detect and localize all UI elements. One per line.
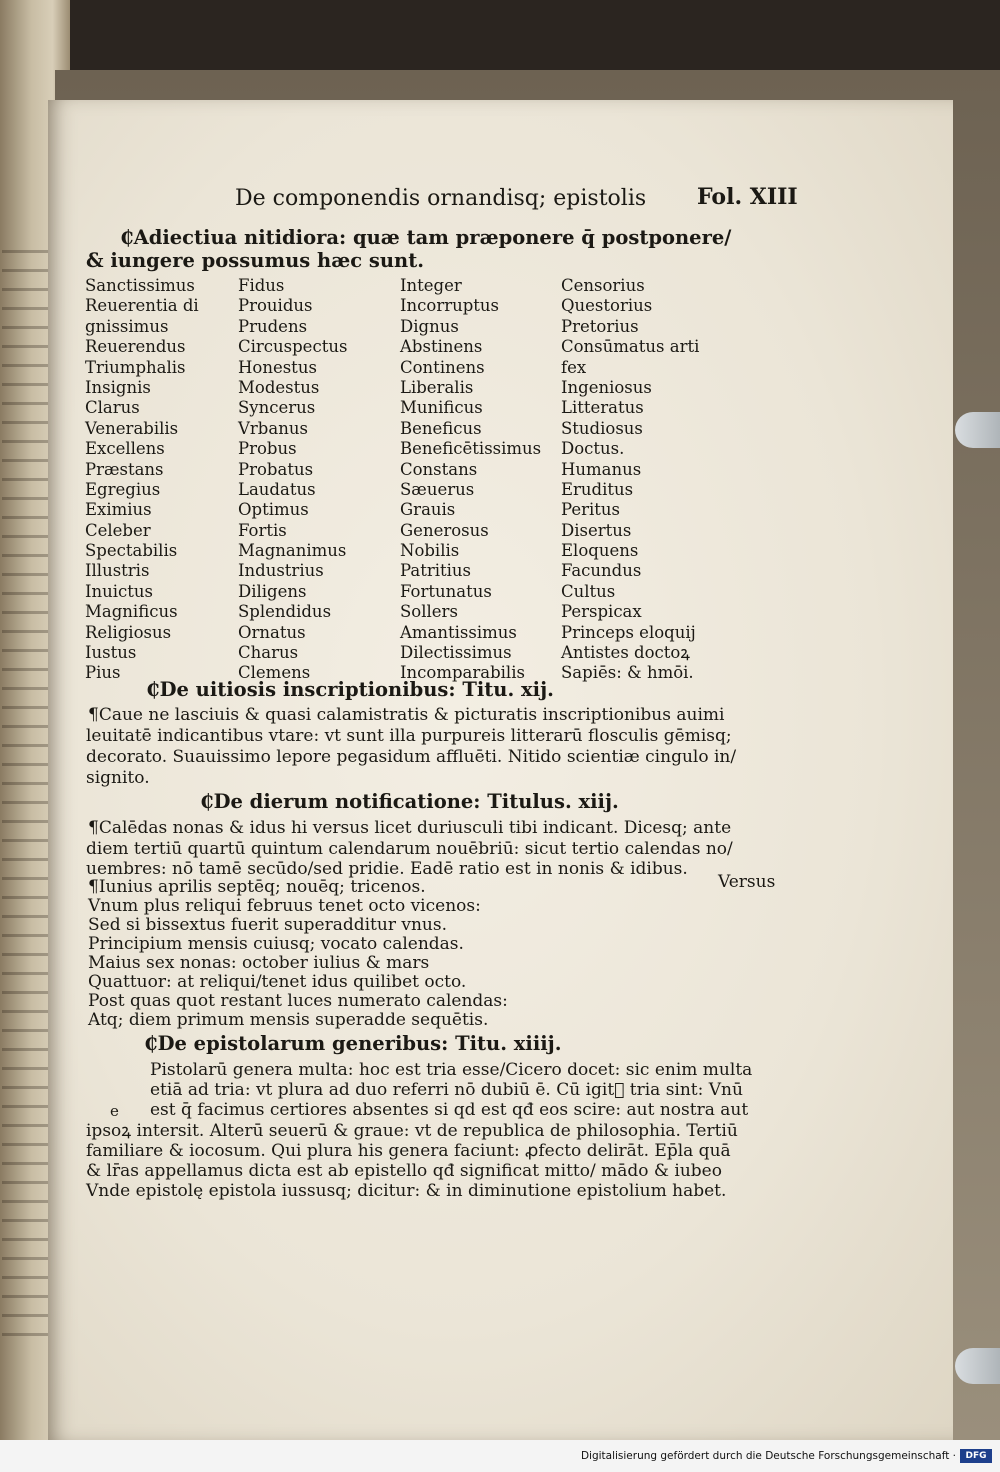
section-title-generibus: ₵De epistolarum generibus: Titu. xiiij. (144, 1032, 562, 1055)
pilcrow-icon: ₵ (120, 226, 134, 249)
footer-bar (0, 1440, 1000, 1472)
text-line: ¶Calēdas nonas & idus hi versus licet duriusculi tibi indicant. Dicesq; ante (88, 818, 732, 838)
section-title-adiectiua: ₵Adiectiua nitidiora: quæ tam præponere q̄ postponere/ (120, 226, 732, 249)
paragraph-mark-icon: ¶ (88, 818, 99, 838)
text-line: Pistolarū genera multa: hoc est tria esse/Cicero docet: sic enim multa (150, 1060, 753, 1080)
text-line: Vnde epistolę epistola iussusq; dicitur: & in diminutione epistolium habet. (86, 1181, 727, 1201)
text-line: signito. (86, 768, 150, 788)
page-clip-tab (955, 412, 1000, 448)
pilcrow-icon: ₵ (200, 790, 214, 813)
verse-line: Post quas quot restant luces numerato calendas: (88, 991, 508, 1011)
text-line: familiare & iocosum. Qui plura his genera faciunt: ꝓfecto delirāt. Ep̄la quā (86, 1141, 731, 1161)
text-line: ¶Caue ne lasciuis & quasi calamistratis & picturatis inscriptionibus auimi (88, 705, 725, 725)
text-line: diem tertiū quartū quintum calendarum nouēbriū: sicut tertio calendas no/ (86, 839, 733, 859)
verse-line: ¶Iunius aprilis septēq; nouēq; tricenos. (88, 877, 426, 897)
adjective-column: Sanctissimus Reuerentia di gnissimus Reuerendus Triumphalis Insignis Clarus Venerabilis Excellens Præstans Egregius Eximius Celeber Spectabilis Illustris Inuictus Magnificus Religiosus Iustus Pius (85, 276, 199, 683)
running-header: De componendis ornandisq; epistolis (235, 186, 647, 211)
pilcrow-icon: ₵ (146, 678, 160, 701)
text-line: ipsoꝝ intersit. Alterū seuerū & graue: vt de republica de philosophia. Tertiū (86, 1121, 738, 1141)
folio-number: Fol. XIII (697, 184, 798, 210)
guide-letter: e (110, 1102, 119, 1120)
verse-line: Sed si bissextus fuerit superadditur vnus. (88, 915, 448, 935)
verse-line: Maius sex nonas: october iulius & mars (88, 953, 430, 973)
section-title-dierum: ₵De dierum notificatione: Titulus. xiij. (200, 790, 619, 813)
text-line: decorato. Suauissimo lepore pegasidum affluēti. Nitido scientiæ cingulo in/ (86, 747, 737, 767)
funding-credit: Digitalisierung gefördert durch die Deutsche Forschungsgemeinschaft · (580, 1450, 956, 1462)
paragraph-mark-icon: ¶ (88, 705, 99, 725)
text-line: uembres: nō tamē secūdo/sed pridie. Eadē ratio est in nonis & idibus. (86, 859, 688, 879)
page-clip-tab (955, 1348, 1000, 1384)
margin-note: Versus (718, 872, 776, 892)
section-title-vitiosis: ₵De uitiosis inscriptionibus: Titu. xij. (146, 678, 554, 701)
paragraph-mark-icon: ¶ (88, 877, 99, 897)
adjective-column: Fidus Prouidus Prudens Circuspectus Honestus Modestus Syncerus Vrbanus Probus Probatus Laudatus Optimus Fortis Magnanimus Industrius Diligens Splendidus Ornatus Charus Clemens (238, 276, 348, 683)
adjective-column: Censorius Questorius Pretorius Consūmatus arti fex Ingeniosus Litteratus Studiosus Doctus. Humanus Eruditus Peritus Disertus Eloquens Facundus Cultus Perspicax Princeps eloquij Antistes doctoꝝ Sapiēs: & hmōi. (561, 276, 700, 683)
text-line: leuitatē indicantibus vtare: vt sunt illa purpureis litterarū flosculis gēmisq; (86, 726, 732, 746)
verse-line: Vnum plus reliqui februus tenet octo vicenos: (88, 896, 481, 916)
verse-line: Quattuor: at reliqui/tenet idus quilibet octo. (88, 972, 467, 992)
pilcrow-icon: ₵ (144, 1032, 158, 1055)
text-line: est q̄ facimus certiores absentes si qd est qđ eos scire: aut nostra aut (150, 1100, 749, 1120)
section-title-continuation: & iungere possumus hæc sunt. (86, 249, 425, 272)
text-line: etiā ad tria: vt plura ad duo referri nō dubiū ē. Cū igitᷓ tria sint: Vnū (150, 1080, 743, 1100)
adjective-column: Integer Incorruptus Dignus Abstinens Continens Liberalis Munificus Beneficus Beneficētissimus Constans Sæuerus Grauis Generosus Nobilis Patritius Fortunatus Sollers Amantissimus Dilectissimus Incomparabilis (400, 276, 542, 683)
verse-line: Atq; diem primum mensis superadde sequētis. (88, 1010, 489, 1030)
text-line: & lr̄as appellamus dicta est ab epistello qđ significat mitto/ mādo & iubeo (86, 1161, 722, 1181)
verse-line: Principium mensis cuiusq; vocato calendas. (88, 934, 464, 954)
dfg-logo: DFG (960, 1449, 992, 1463)
